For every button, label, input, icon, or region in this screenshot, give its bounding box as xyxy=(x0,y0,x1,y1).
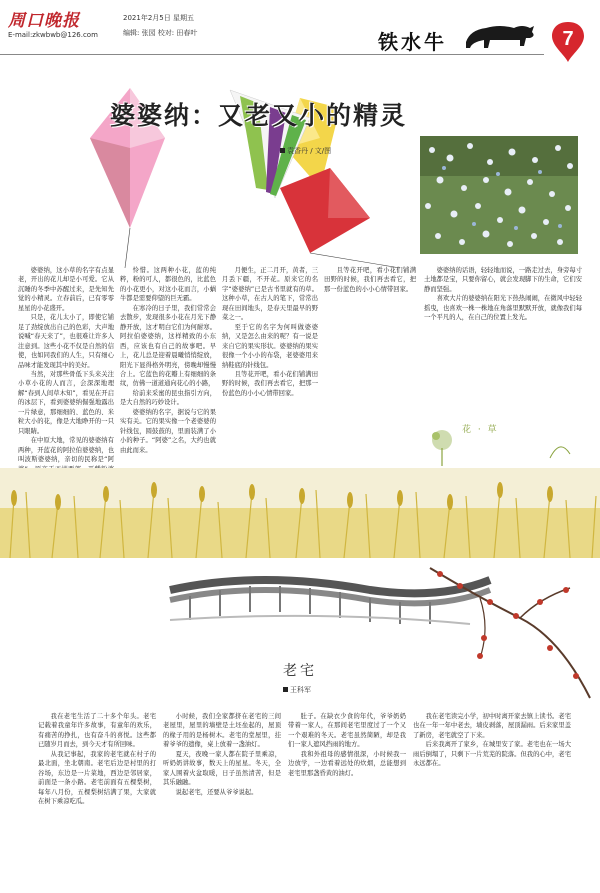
grass-band-illustration xyxy=(0,468,600,558)
email-line: E-mail:zkwbwb@126.com xyxy=(8,31,98,39)
issue-date: 2021年2月5日 星期五 xyxy=(123,14,194,22)
byline-square-icon xyxy=(280,148,285,153)
paragraph: 小时候，我们全家都挤在老宅的三间老屋里，屋里的墙壁是土坯垒起的，屋顶的椽子用的是杨树木。老宅的堂屋里，挂着爷爷的遗像，桌上放着一盏油灯。 xyxy=(163,713,281,749)
paragraph: 婆婆纳，这小草的名字有点显老，开出的花儿却是小可爱。它从沉睡的冬季中苏醒过来，是先知先觉的小精灵。立春前后，已有零零星星的小花盛开。 xyxy=(18,267,114,312)
paragraph: 且等花开吧，看小花们铺满田野的时候，我们再去看它，把那一份蓝色的小小心情带回家。 xyxy=(324,267,416,293)
paragraph: 月便生，正二月开，黄者，三月丢下疆，不开花。原来它的名字“婆婆纳”已是古书里就有的草。这种小草，在古人的笔下，常常出现在田间地头，是春天里最早的野菜之一。 xyxy=(222,267,318,322)
page-number-badge xyxy=(552,22,584,62)
page-header xyxy=(0,0,600,68)
paragraph: 至于它的名字为何叫做婆婆纳，又是怎么由来的呢？有一说是来自它的果实形状。婆婆纳的果实很像一个小小的布袋，老婆婆用来纳鞋底的针线包。 xyxy=(222,323,318,369)
article-title: 婆婆纳：又老又小的精灵 xyxy=(110,101,408,130)
paragraph: 喜欢大片的婆婆纳在阳光下热热闹闹，在微风中轻轻摇曳，也喜欢一株一株地在角落里默默开放，就像我们每一个平凡的人，在自己的位置上发光。 xyxy=(424,295,582,322)
byline-text: 袁香丹 / 文/图 xyxy=(287,147,332,155)
article2-column-1 xyxy=(38,712,156,884)
article2-column-3 xyxy=(288,712,406,884)
article2-title: 老宅 xyxy=(283,663,317,679)
section-title: 铁水牛 xyxy=(378,30,447,54)
byline-text: 王科军 xyxy=(290,686,311,694)
article1-column-1 xyxy=(18,266,114,471)
branch-illustration xyxy=(420,558,600,708)
inset-text: 花 · 草 xyxy=(462,425,499,435)
article1-column-5 xyxy=(424,266,582,416)
article2-column-4 xyxy=(413,712,571,884)
header-rule xyxy=(0,54,544,55)
masthead: 周口晚报 xyxy=(8,11,80,31)
inset-flower-illustration xyxy=(420,418,578,468)
paragraph: 怜惜。这两种小花，蓝的纯粹，粉的可人，都很色的，比蓝色的小花更小，对这小花而言，小蜗牛都是需要仰望的巨无霸。 xyxy=(120,267,216,303)
paragraph: 后来我离开了家乡，在城里安了家。老宅也在一场大雨后倒塌了，只剩下一片荒芜的院落。但我的心中，老宅永远都在。 xyxy=(413,741,571,768)
page-number: 7 xyxy=(562,28,574,50)
paragraph: 说起老宅，还要从爷爷说起。 xyxy=(175,788,258,796)
paragraph: 且等花开吧，看小花们铺满田野的时候，我们再去看它，把那一份蓝色的小小心情带回家。 xyxy=(222,370,318,397)
byline-square-icon xyxy=(283,687,288,692)
article1-column-3 xyxy=(222,266,318,471)
paragraph: 当然，对那些骨低下头来关注小草小花的人而言，会深深地理解“春到人间草木知”，看见在开启的冰层下，看到婆婆纳倔强地露出一片绿意，那细细的、蓝色的、米粒大小的花，像是大地睁开的一只只眼睛。 xyxy=(18,370,114,435)
paragraph: 从我记事起，我家的老宅就在村子的最北面，坐北朝南。老宅后边是村里的打谷场，东边是一片菜地，西边是邻居家，前面是一条小路。老宅前面有五棵梨树，每年八月份，五棵梨树结满了果，大家就在树下乘凉吃瓜。 xyxy=(38,750,156,806)
paragraph: 在中原大地，常见的婆婆纳有两种，开蓝花的阿拉伯婆婆纳，也叫波斯婆婆纳，亲切的民称是“阿 xyxy=(18,437,114,464)
flower-photo-image xyxy=(420,136,578,254)
article2-byline xyxy=(283,685,311,695)
paragraph: 在寒冷的日子里，我们常常会去散步，发现很多小花在月光下静静开放，这才明白它们为何耐寒。阿拉伯婆婆纳，这样精致的小东西，应该也有自己的故事吧。早上，花儿总是迎着晨曦悄悄绽放，阳光下显得格外明亮，傍晚却慢慢合上。它蓝色的花瓣上有细细的条纹，仿佛一道道通向花心的小路， xyxy=(120,304,216,388)
paragraph: 婆婆纳的名字，据说与它的果实有关。它的果实像一个老婆婆的针线包，圆鼓鼓的，里面装满了小小的种子。“阿婆”之名，大约也就由此而来。 xyxy=(120,408,216,454)
paragraph: 肚子。在缺衣少食的年代，爷爷奶奶带着一家人，在那间老宅里度过了一个又一个艰难的冬天。老宅虽然简陋，却是我们一家人遮风挡雨的地方。 xyxy=(288,713,406,749)
paragraph: 婆婆纳的话语，轻轻地而说，一路走过去，身旁每寸土地都是宝，只要你留心，就会发现脚下的生命，它们安静而坚强。 xyxy=(424,267,582,293)
editors-line: 编辑: 张园 校对: 田春叶 xyxy=(123,29,198,37)
paragraph: 我和外祖母的感情很深，小时候我一边放学，一边看着远处的炊烟，总能想到老宅里那盏昏黄的油灯。 xyxy=(288,750,406,777)
flower-photo xyxy=(420,136,578,254)
article1-column-4 xyxy=(324,266,416,471)
paragraph: 给前来采蜜的昆虫指引方向，是大自然的巧妙设计。 xyxy=(120,389,216,407)
article2-column-2 xyxy=(163,712,281,884)
paragraph: 夏天，夜晚一家人都在院子里乘凉，听奶奶讲故事，数天上的星星。冬天，全家人围着火盆取暖，日子虽然清苦，但是其乐融融。 xyxy=(163,750,281,787)
paragraph: 只是，花儿太小了，即使它铺足了劲绽放出自己的色彩，大声地说喊“春天来了”，也很难让许多人注意到。这些小花不仅是自然的信使，也如同我们的人生，只有细心品味才能发现其中的美好。 xyxy=(18,314,114,369)
article1-column-2 xyxy=(120,266,216,471)
paragraph: 我在老宅读完小学，初中时离开家去镇上读书。老宅也在一年一年中老去，墙皮剥落，屋顶漏雨。后来家里盖了新房，老宅就空了下来。 xyxy=(413,713,571,739)
paragraph: 我在老宅生活了二十多个年头。老宅记载着我童年许多故事，有童年的欢乐，有痛苦的挣扎，也有奋斗的喜悦。这些都已随岁月而去，到今天才有所回味。 xyxy=(38,713,156,749)
iron-ox-icon xyxy=(460,16,540,56)
article-byline xyxy=(280,146,331,156)
